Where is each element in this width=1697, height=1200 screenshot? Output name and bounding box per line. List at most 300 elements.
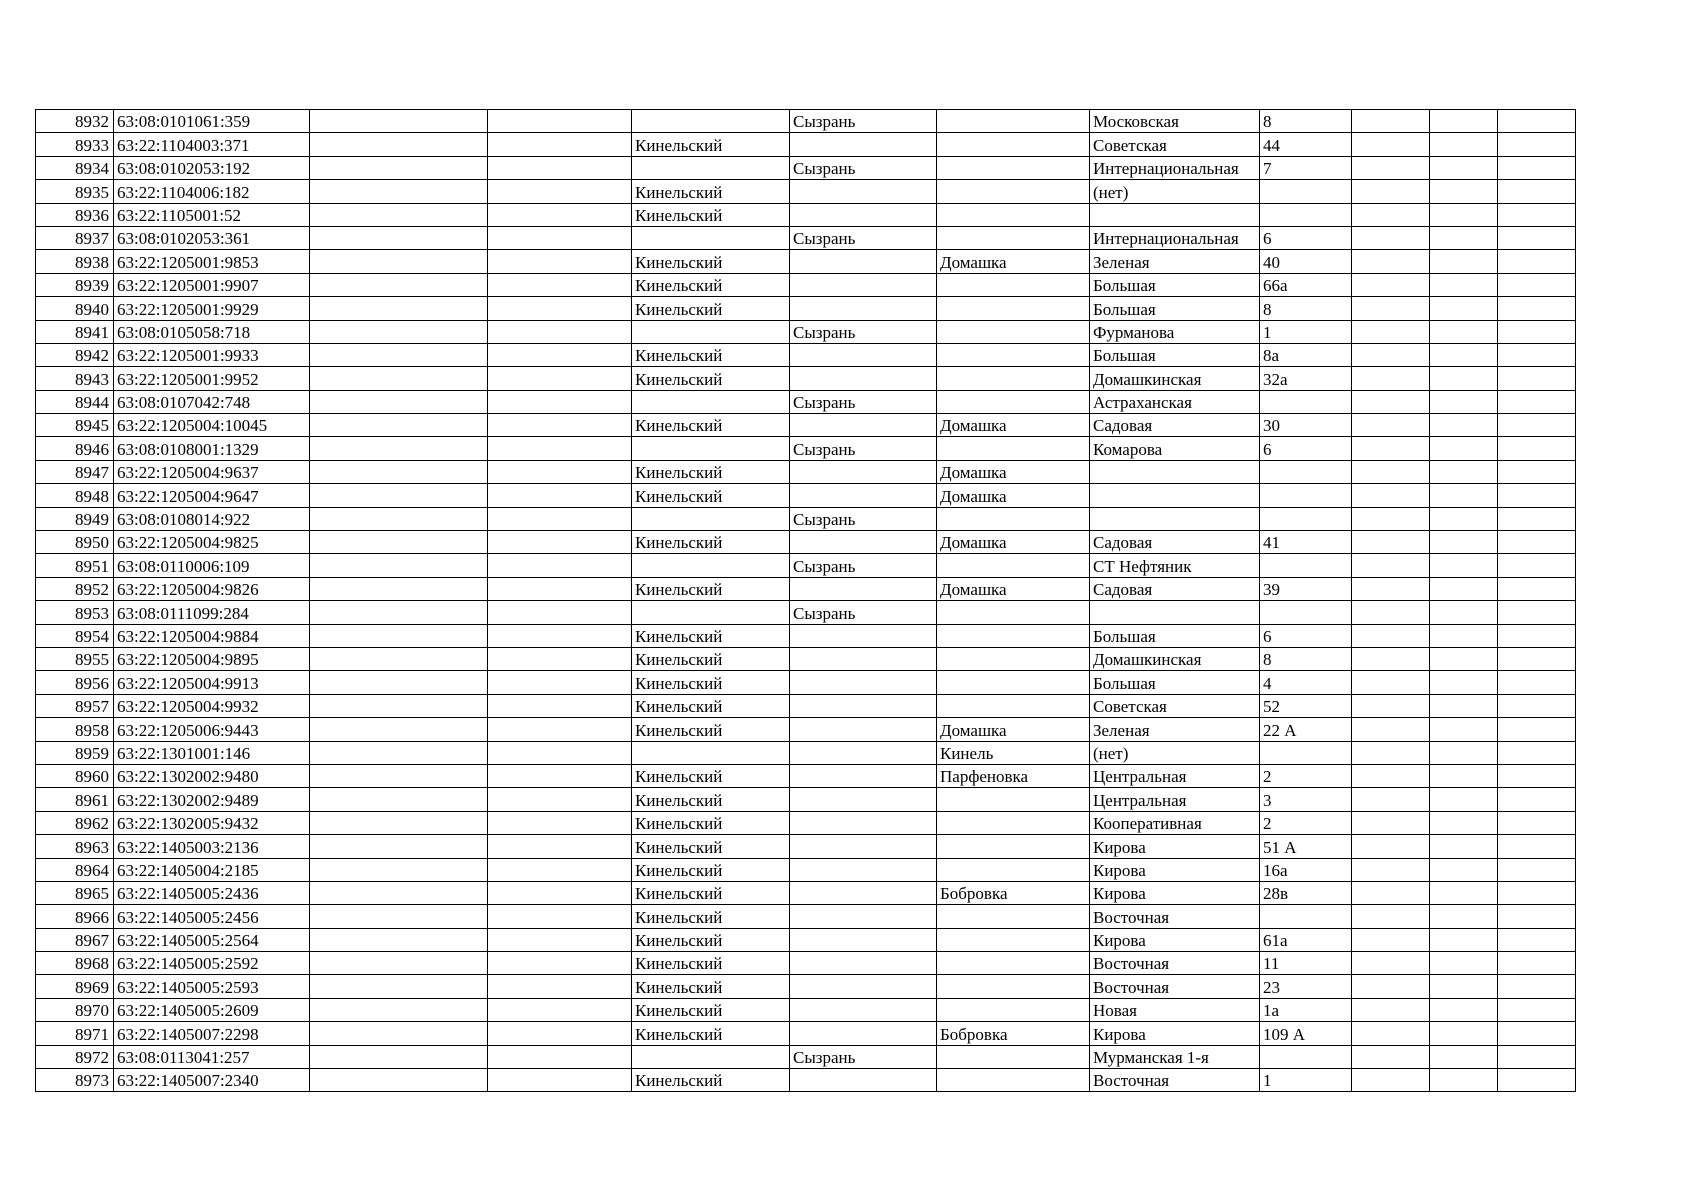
cell-house: 41	[1260, 531, 1352, 554]
table-row	[36, 1045, 1576, 1068]
cell-row-number: 8938	[36, 250, 114, 273]
table-row	[36, 624, 1576, 647]
cell-settlement	[937, 647, 1090, 670]
cell-col-4	[488, 858, 632, 881]
cell-col-3	[310, 718, 488, 741]
cell-house: 28в	[1260, 881, 1352, 904]
cell-settlement	[937, 835, 1090, 858]
cell-col-10	[1352, 507, 1430, 530]
cell-row-number: 8934	[36, 156, 114, 179]
cell-cadastral-number: 63:22:1405005:2609	[114, 998, 310, 1021]
cell-col-3	[310, 858, 488, 881]
cell-house: 44	[1260, 133, 1352, 156]
cell-col-10	[1352, 905, 1430, 928]
cell-settlement: Домашка	[937, 414, 1090, 437]
cell-col-12	[1498, 1045, 1576, 1068]
table-row	[36, 671, 1576, 694]
cell-col-4	[488, 554, 632, 577]
cell-city	[790, 273, 937, 296]
cell-row-number: 8957	[36, 694, 114, 717]
cell-settlement: Домашка	[937, 531, 1090, 554]
cell-row-number: 8950	[36, 531, 114, 554]
cell-district: Кинельский	[632, 1069, 790, 1092]
cell-col-11	[1430, 835, 1498, 858]
cell-settlement	[937, 1069, 1090, 1092]
cell-street: Домашкинская	[1090, 647, 1260, 670]
cell-city	[790, 367, 937, 390]
cell-col-3	[310, 811, 488, 834]
cell-col-4	[488, 226, 632, 249]
cell-settlement	[937, 437, 1090, 460]
cell-district	[632, 320, 790, 343]
cell-cadastral-number: 63:22:1205001:9853	[114, 250, 310, 273]
table-row	[36, 811, 1576, 834]
cell-house: 52	[1260, 694, 1352, 717]
cell-city	[790, 764, 937, 787]
cell-col-11	[1430, 203, 1498, 226]
cell-col-3	[310, 788, 488, 811]
cell-settlement: Бобровка	[937, 1022, 1090, 1045]
table-row	[36, 647, 1576, 670]
table-body	[36, 110, 1576, 1092]
cell-col-12	[1498, 460, 1576, 483]
cell-row-number: 8962	[36, 811, 114, 834]
cell-settlement: Домашка	[937, 577, 1090, 600]
cell-row-number: 8961	[36, 788, 114, 811]
table-row	[36, 226, 1576, 249]
cell-col-10	[1352, 671, 1430, 694]
cell-settlement	[937, 975, 1090, 998]
cell-col-10	[1352, 624, 1430, 647]
cell-row-number: 8971	[36, 1022, 114, 1045]
data-table	[35, 109, 1576, 1092]
cell-house: 61а	[1260, 928, 1352, 951]
cell-col-3	[310, 835, 488, 858]
cell-street: Кирова	[1090, 928, 1260, 951]
table-row	[36, 952, 1576, 975]
cell-city	[790, 835, 937, 858]
cell-col-4	[488, 297, 632, 320]
cell-district	[632, 554, 790, 577]
cell-house: 109 А	[1260, 1022, 1352, 1045]
cell-col-3	[310, 671, 488, 694]
cell-col-12	[1498, 531, 1576, 554]
cell-col-3	[310, 1069, 488, 1092]
cell-col-10	[1352, 250, 1430, 273]
cell-col-11	[1430, 367, 1498, 390]
cell-settlement	[937, 156, 1090, 179]
cell-col-3	[310, 250, 488, 273]
cell-col-4	[488, 741, 632, 764]
cell-col-12	[1498, 297, 1576, 320]
cell-settlement: Кинель	[937, 741, 1090, 764]
cell-house	[1260, 741, 1352, 764]
cell-street: Интернациональная	[1090, 226, 1260, 249]
cell-street: Домашкинская	[1090, 367, 1260, 390]
cell-col-4	[488, 835, 632, 858]
cell-col-12	[1498, 577, 1576, 600]
cell-col-11	[1430, 624, 1498, 647]
cell-col-3	[310, 343, 488, 366]
cell-street: Кирова	[1090, 835, 1260, 858]
cell-settlement	[937, 180, 1090, 203]
cell-col-3	[310, 1045, 488, 1068]
cell-house: 1а	[1260, 998, 1352, 1021]
cell-settlement	[937, 203, 1090, 226]
cell-city	[790, 133, 937, 156]
table-row	[36, 203, 1576, 226]
cell-city: Сызрань	[790, 601, 937, 624]
table-row	[36, 320, 1576, 343]
cell-district: Кинельский	[632, 694, 790, 717]
cell-col-11	[1430, 788, 1498, 811]
cell-col-10	[1352, 110, 1430, 133]
cell-row-number: 8955	[36, 647, 114, 670]
cell-city	[790, 671, 937, 694]
cell-street	[1090, 507, 1260, 530]
cell-city: Сызрань	[790, 507, 937, 530]
table-row	[36, 437, 1576, 460]
cell-row-number: 8932	[36, 110, 114, 133]
cell-col-10	[1352, 343, 1430, 366]
cell-district	[632, 507, 790, 530]
cell-cadastral-number: 63:22:1205004:9826	[114, 577, 310, 600]
cell-settlement	[937, 624, 1090, 647]
cell-house: 23	[1260, 975, 1352, 998]
cell-house: 6	[1260, 437, 1352, 460]
cell-col-3	[310, 764, 488, 787]
cell-district	[632, 1045, 790, 1068]
cell-settlement: Домашка	[937, 250, 1090, 273]
cell-col-10	[1352, 952, 1430, 975]
cell-col-11	[1430, 928, 1498, 951]
cell-cadastral-number: 63:22:1205004:9932	[114, 694, 310, 717]
cell-street: Кирова	[1090, 881, 1260, 904]
table-row	[36, 156, 1576, 179]
cell-col-12	[1498, 156, 1576, 179]
cell-settlement: Домашка	[937, 718, 1090, 741]
cell-street	[1090, 460, 1260, 483]
cell-city: Сызрань	[790, 110, 937, 133]
cell-house: 16а	[1260, 858, 1352, 881]
cell-col-11	[1430, 554, 1498, 577]
cell-settlement	[937, 811, 1090, 834]
table-row	[36, 998, 1576, 1021]
cell-house: 1	[1260, 320, 1352, 343]
cell-col-12	[1498, 975, 1576, 998]
cell-row-number: 8941	[36, 320, 114, 343]
cell-col-10	[1352, 437, 1430, 460]
cell-district: Кинельский	[632, 297, 790, 320]
cell-col-3	[310, 273, 488, 296]
cell-col-10	[1352, 203, 1430, 226]
cell-settlement	[937, 601, 1090, 624]
cell-col-11	[1430, 601, 1498, 624]
cell-cadastral-number: 63:22:1104006:182	[114, 180, 310, 203]
cell-cadastral-number: 63:08:0110006:109	[114, 554, 310, 577]
cell-col-4	[488, 203, 632, 226]
cell-cadastral-number: 63:22:1205001:9929	[114, 297, 310, 320]
cell-col-12	[1498, 788, 1576, 811]
cell-cadastral-number: 63:08:0108001:1329	[114, 437, 310, 460]
cell-col-11	[1430, 437, 1498, 460]
cell-street: Садовая	[1090, 577, 1260, 600]
cell-col-3	[310, 180, 488, 203]
cell-col-11	[1430, 180, 1498, 203]
cell-row-number: 8964	[36, 858, 114, 881]
cell-city	[790, 858, 937, 881]
cell-cadastral-number: 63:22:1405005:2564	[114, 928, 310, 951]
cell-col-11	[1430, 577, 1498, 600]
cell-district: Кинельский	[632, 671, 790, 694]
cell-city	[790, 647, 937, 670]
cell-street: Кооперативная	[1090, 811, 1260, 834]
cell-settlement	[937, 507, 1090, 530]
table-row	[36, 531, 1576, 554]
cell-col-10	[1352, 226, 1430, 249]
cell-col-3	[310, 554, 488, 577]
cell-cadastral-number: 63:22:1205004:9895	[114, 647, 310, 670]
cell-col-12	[1498, 320, 1576, 343]
cell-street: (нет)	[1090, 180, 1260, 203]
cell-col-12	[1498, 952, 1576, 975]
cell-district: Кинельский	[632, 718, 790, 741]
cell-col-3	[310, 998, 488, 1021]
cell-col-4	[488, 577, 632, 600]
cell-col-11	[1430, 952, 1498, 975]
cell-col-4	[488, 998, 632, 1021]
cell-col-10	[1352, 928, 1430, 951]
cell-col-11	[1430, 273, 1498, 296]
cell-col-12	[1498, 390, 1576, 413]
cell-col-12	[1498, 226, 1576, 249]
cell-col-11	[1430, 811, 1498, 834]
cell-col-4	[488, 460, 632, 483]
cell-street: Большая	[1090, 343, 1260, 366]
cell-col-12	[1498, 741, 1576, 764]
cell-house: 11	[1260, 952, 1352, 975]
cell-col-12	[1498, 273, 1576, 296]
cell-col-10	[1352, 975, 1430, 998]
cell-street: Советская	[1090, 133, 1260, 156]
cell-district: Кинельский	[632, 203, 790, 226]
cell-cadastral-number: 63:22:1205004:9637	[114, 460, 310, 483]
cell-district: Кинельский	[632, 343, 790, 366]
cell-house: 8а	[1260, 343, 1352, 366]
cell-cadastral-number: 63:22:1205001:9933	[114, 343, 310, 366]
cell-col-12	[1498, 601, 1576, 624]
cell-row-number: 8953	[36, 601, 114, 624]
cell-cadastral-number: 63:08:0107042:748	[114, 390, 310, 413]
cell-col-10	[1352, 718, 1430, 741]
cell-cadastral-number: 63:08:0113041:257	[114, 1045, 310, 1068]
cell-district: Кинельский	[632, 881, 790, 904]
cell-col-11	[1430, 343, 1498, 366]
cell-house: 2	[1260, 811, 1352, 834]
cell-col-10	[1352, 1022, 1430, 1045]
cell-cadastral-number: 63:22:1205004:9647	[114, 484, 310, 507]
cell-col-4	[488, 647, 632, 670]
table-row	[36, 975, 1576, 998]
cell-col-4	[488, 694, 632, 717]
cell-col-10	[1352, 764, 1430, 787]
cell-city	[790, 741, 937, 764]
cell-cadastral-number: 63:08:0102053:361	[114, 226, 310, 249]
cell-district: Кинельский	[632, 811, 790, 834]
cell-street: Кирова	[1090, 858, 1260, 881]
cell-col-11	[1430, 647, 1498, 670]
cell-col-12	[1498, 250, 1576, 273]
cell-street: Зеленая	[1090, 718, 1260, 741]
cell-district: Кинельский	[632, 577, 790, 600]
cell-col-3	[310, 952, 488, 975]
cell-street: Восточная	[1090, 1069, 1260, 1092]
cell-cadastral-number: 63:22:1405005:2593	[114, 975, 310, 998]
cell-city	[790, 881, 937, 904]
cell-house: 8	[1260, 297, 1352, 320]
cell-col-4	[488, 764, 632, 787]
cell-col-10	[1352, 367, 1430, 390]
cell-cadastral-number: 63:22:1405005:2456	[114, 905, 310, 928]
table-row	[36, 788, 1576, 811]
cell-col-11	[1430, 1069, 1498, 1092]
cell-street: Садовая	[1090, 414, 1260, 437]
cell-col-3	[310, 484, 488, 507]
cell-col-11	[1430, 320, 1498, 343]
cell-street: Садовая	[1090, 531, 1260, 554]
cell-settlement	[937, 343, 1090, 366]
cell-row-number: 8948	[36, 484, 114, 507]
cell-house	[1260, 180, 1352, 203]
cell-city	[790, 577, 937, 600]
cell-col-4	[488, 320, 632, 343]
cell-house: 6	[1260, 226, 1352, 249]
cell-house: 6	[1260, 624, 1352, 647]
table-row	[36, 484, 1576, 507]
cell-house	[1260, 554, 1352, 577]
table-row	[36, 250, 1576, 273]
cell-cadastral-number: 63:22:1302005:9432	[114, 811, 310, 834]
cell-cadastral-number: 63:22:1205004:9825	[114, 531, 310, 554]
cell-col-10	[1352, 858, 1430, 881]
cell-col-12	[1498, 133, 1576, 156]
cell-city	[790, 811, 937, 834]
cell-col-11	[1430, 390, 1498, 413]
cell-col-3	[310, 741, 488, 764]
cell-settlement	[937, 367, 1090, 390]
cell-street: Астраханская	[1090, 390, 1260, 413]
table-row	[36, 297, 1576, 320]
table-row	[36, 554, 1576, 577]
cell-city	[790, 788, 937, 811]
table-row	[36, 577, 1576, 600]
cell-col-10	[1352, 133, 1430, 156]
cell-col-3	[310, 881, 488, 904]
table-row	[36, 343, 1576, 366]
cell-row-number: 8958	[36, 718, 114, 741]
cell-house: 39	[1260, 577, 1352, 600]
cell-row-number: 8972	[36, 1045, 114, 1068]
cell-col-10	[1352, 811, 1430, 834]
cell-settlement	[937, 297, 1090, 320]
cell-col-11	[1430, 507, 1498, 530]
cell-street	[1090, 484, 1260, 507]
cell-city	[790, 952, 937, 975]
cell-col-11	[1430, 718, 1498, 741]
cell-col-4	[488, 343, 632, 366]
cell-city	[790, 343, 937, 366]
cell-street: Интернациональная	[1090, 156, 1260, 179]
cell-settlement	[937, 554, 1090, 577]
cell-col-4	[488, 718, 632, 741]
cell-row-number: 8967	[36, 928, 114, 951]
cell-district: Кинельский	[632, 764, 790, 787]
cell-col-12	[1498, 507, 1576, 530]
cell-cadastral-number: 63:22:1205001:9907	[114, 273, 310, 296]
cell-cadastral-number: 63:22:1405004:2185	[114, 858, 310, 881]
table-row	[36, 718, 1576, 741]
cell-cadastral-number: 63:08:0111099:284	[114, 601, 310, 624]
cell-city	[790, 694, 937, 717]
cell-col-10	[1352, 601, 1430, 624]
cell-settlement	[937, 226, 1090, 249]
cell-row-number: 8942	[36, 343, 114, 366]
cell-col-11	[1430, 250, 1498, 273]
cell-city: Сызрань	[790, 226, 937, 249]
cell-row-number: 8933	[36, 133, 114, 156]
cell-cadastral-number: 63:22:1205004:9913	[114, 671, 310, 694]
cell-col-3	[310, 975, 488, 998]
cell-city	[790, 905, 937, 928]
cell-col-12	[1498, 554, 1576, 577]
cell-col-4	[488, 905, 632, 928]
cell-col-11	[1430, 297, 1498, 320]
cell-house	[1260, 905, 1352, 928]
cell-col-4	[488, 273, 632, 296]
cell-col-10	[1352, 694, 1430, 717]
cell-street: Восточная	[1090, 975, 1260, 998]
cell-city	[790, 624, 937, 647]
cell-col-12	[1498, 764, 1576, 787]
cell-district	[632, 390, 790, 413]
cell-house: 66а	[1260, 273, 1352, 296]
cell-district	[632, 741, 790, 764]
cell-col-11	[1430, 881, 1498, 904]
cell-district	[632, 226, 790, 249]
cell-street: Фурманова	[1090, 320, 1260, 343]
cell-col-11	[1430, 671, 1498, 694]
cell-col-10	[1352, 788, 1430, 811]
cell-col-4	[488, 507, 632, 530]
cell-row-number: 8959	[36, 741, 114, 764]
cell-city	[790, 975, 937, 998]
cell-col-4	[488, 531, 632, 554]
table-row	[36, 1022, 1576, 1045]
cell-street: Большая	[1090, 624, 1260, 647]
cell-col-11	[1430, 1022, 1498, 1045]
cell-house: 51 А	[1260, 835, 1352, 858]
cell-city	[790, 531, 937, 554]
cell-row-number: 8963	[36, 835, 114, 858]
cell-cadastral-number: 63:22:1205004:9884	[114, 624, 310, 647]
cell-settlement	[937, 133, 1090, 156]
cell-district: Кинельский	[632, 952, 790, 975]
cell-col-12	[1498, 928, 1576, 951]
table-row	[36, 928, 1576, 951]
cell-cadastral-number: 63:22:1405007:2298	[114, 1022, 310, 1045]
cell-city: Сызрань	[790, 437, 937, 460]
cell-row-number: 8970	[36, 998, 114, 1021]
